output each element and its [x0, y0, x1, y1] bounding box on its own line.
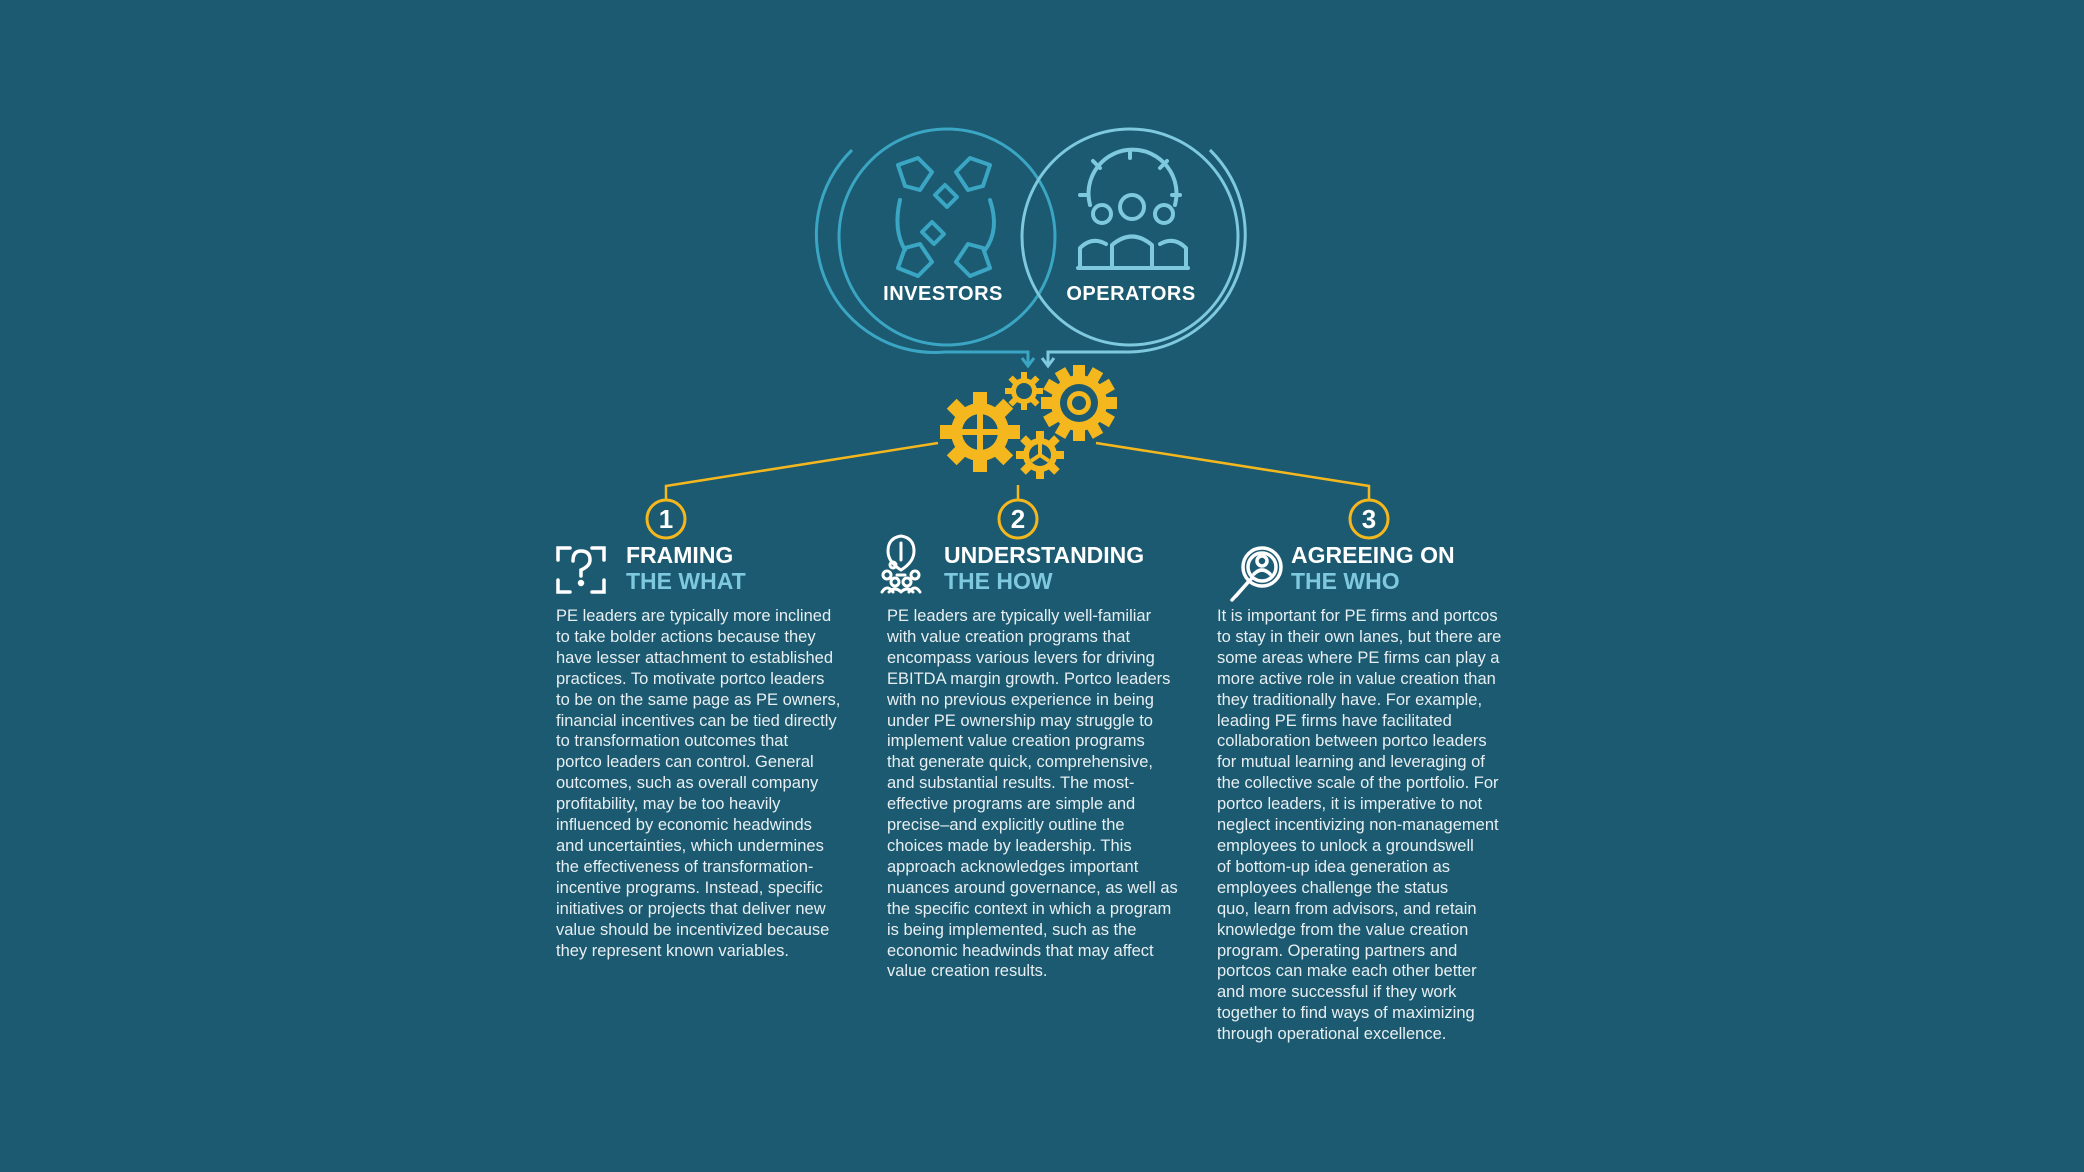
- column-body-text: PE leaders are typically more inclined to take bolder actions because they have lesser attachment to established practices. To motivate portco leaders to be on the same page as PE owners, financial incentives can be tied directly to transformation outcomes that portco leaders can control. General outcomes, such as overall company profitability, may be too heavily influenced by economic headwinds and uncertainties, which undermines the effectiveness of transformation- incentive programs. Instead, specific initiatives or projects that deliver new value should be incentivized because they represent known variables.: [556, 607, 841, 960]
- column-heading: [626, 542, 746, 594]
- heading-line-2: THE HOW: [944, 568, 1053, 594]
- investors-circle: [816, 129, 1055, 364]
- column-body-text: It is important for PE firms and portcos to stay in their own lanes, but there are some areas where PE firms can play a more active role in value creation than they traditionally have. For example, leading PE firms have facilitated collaboration between portco leaders for mutual learning and leveraging of the collective scale of the portfolio. For portco leaders, it is imperative to not neglect incentivizing non-management employees to unlock a groundswell of bottom-up idea generation as employees challenge the status quo, learn from advisors, and retain knowledge from the value creation program. Operating partners and portcos can make each other better and more successful if they work together to find ways of maximizing through operational excellence.: [1217, 607, 1502, 1044]
- lightbulb-team-icon: [882, 536, 920, 592]
- column-heading: [944, 542, 1144, 594]
- heading-line-2: THE WHAT: [626, 568, 746, 594]
- magnifier-person-icon: [1232, 548, 1281, 600]
- column-heading: [1291, 542, 1455, 594]
- heading-line-1: FRAMING: [626, 542, 734, 568]
- frame-question-icon: [558, 548, 604, 592]
- step-number-2: 2: [1010, 504, 1026, 534]
- gears-icon: [940, 365, 1117, 479]
- step-number-1: 1: [658, 504, 674, 534]
- team-gear-icon: [1078, 150, 1188, 268]
- investors-label: INVESTORS: [883, 283, 1003, 305]
- column-body-text: PE leaders are typically well-familiar with value creation programs that encompass various levers for driving EBITDA margin growth. Portco leaders with no previous experience in being under PE ownership may struggle to implement value creation programs that generate quick, comprehensive, and substantial results. The most- effective programs are simple and precise–and explicitly outline the choices made by leadership. This approach acknowledges important nuances around governance, as well as the specific context in which a program is being implemented, such as the economic headwinds that may affect value creation results.: [887, 607, 1178, 981]
- heading-line-1: UNDERSTANDING: [944, 542, 1145, 568]
- heading-line-2: THE WHO: [1291, 568, 1400, 594]
- handshake-icon: [897, 158, 994, 276]
- heading-line-1: AGREEING ON: [1291, 542, 1455, 568]
- step-number-3: 3: [1361, 504, 1377, 534]
- operators-label: OPERATORS: [1066, 283, 1196, 305]
